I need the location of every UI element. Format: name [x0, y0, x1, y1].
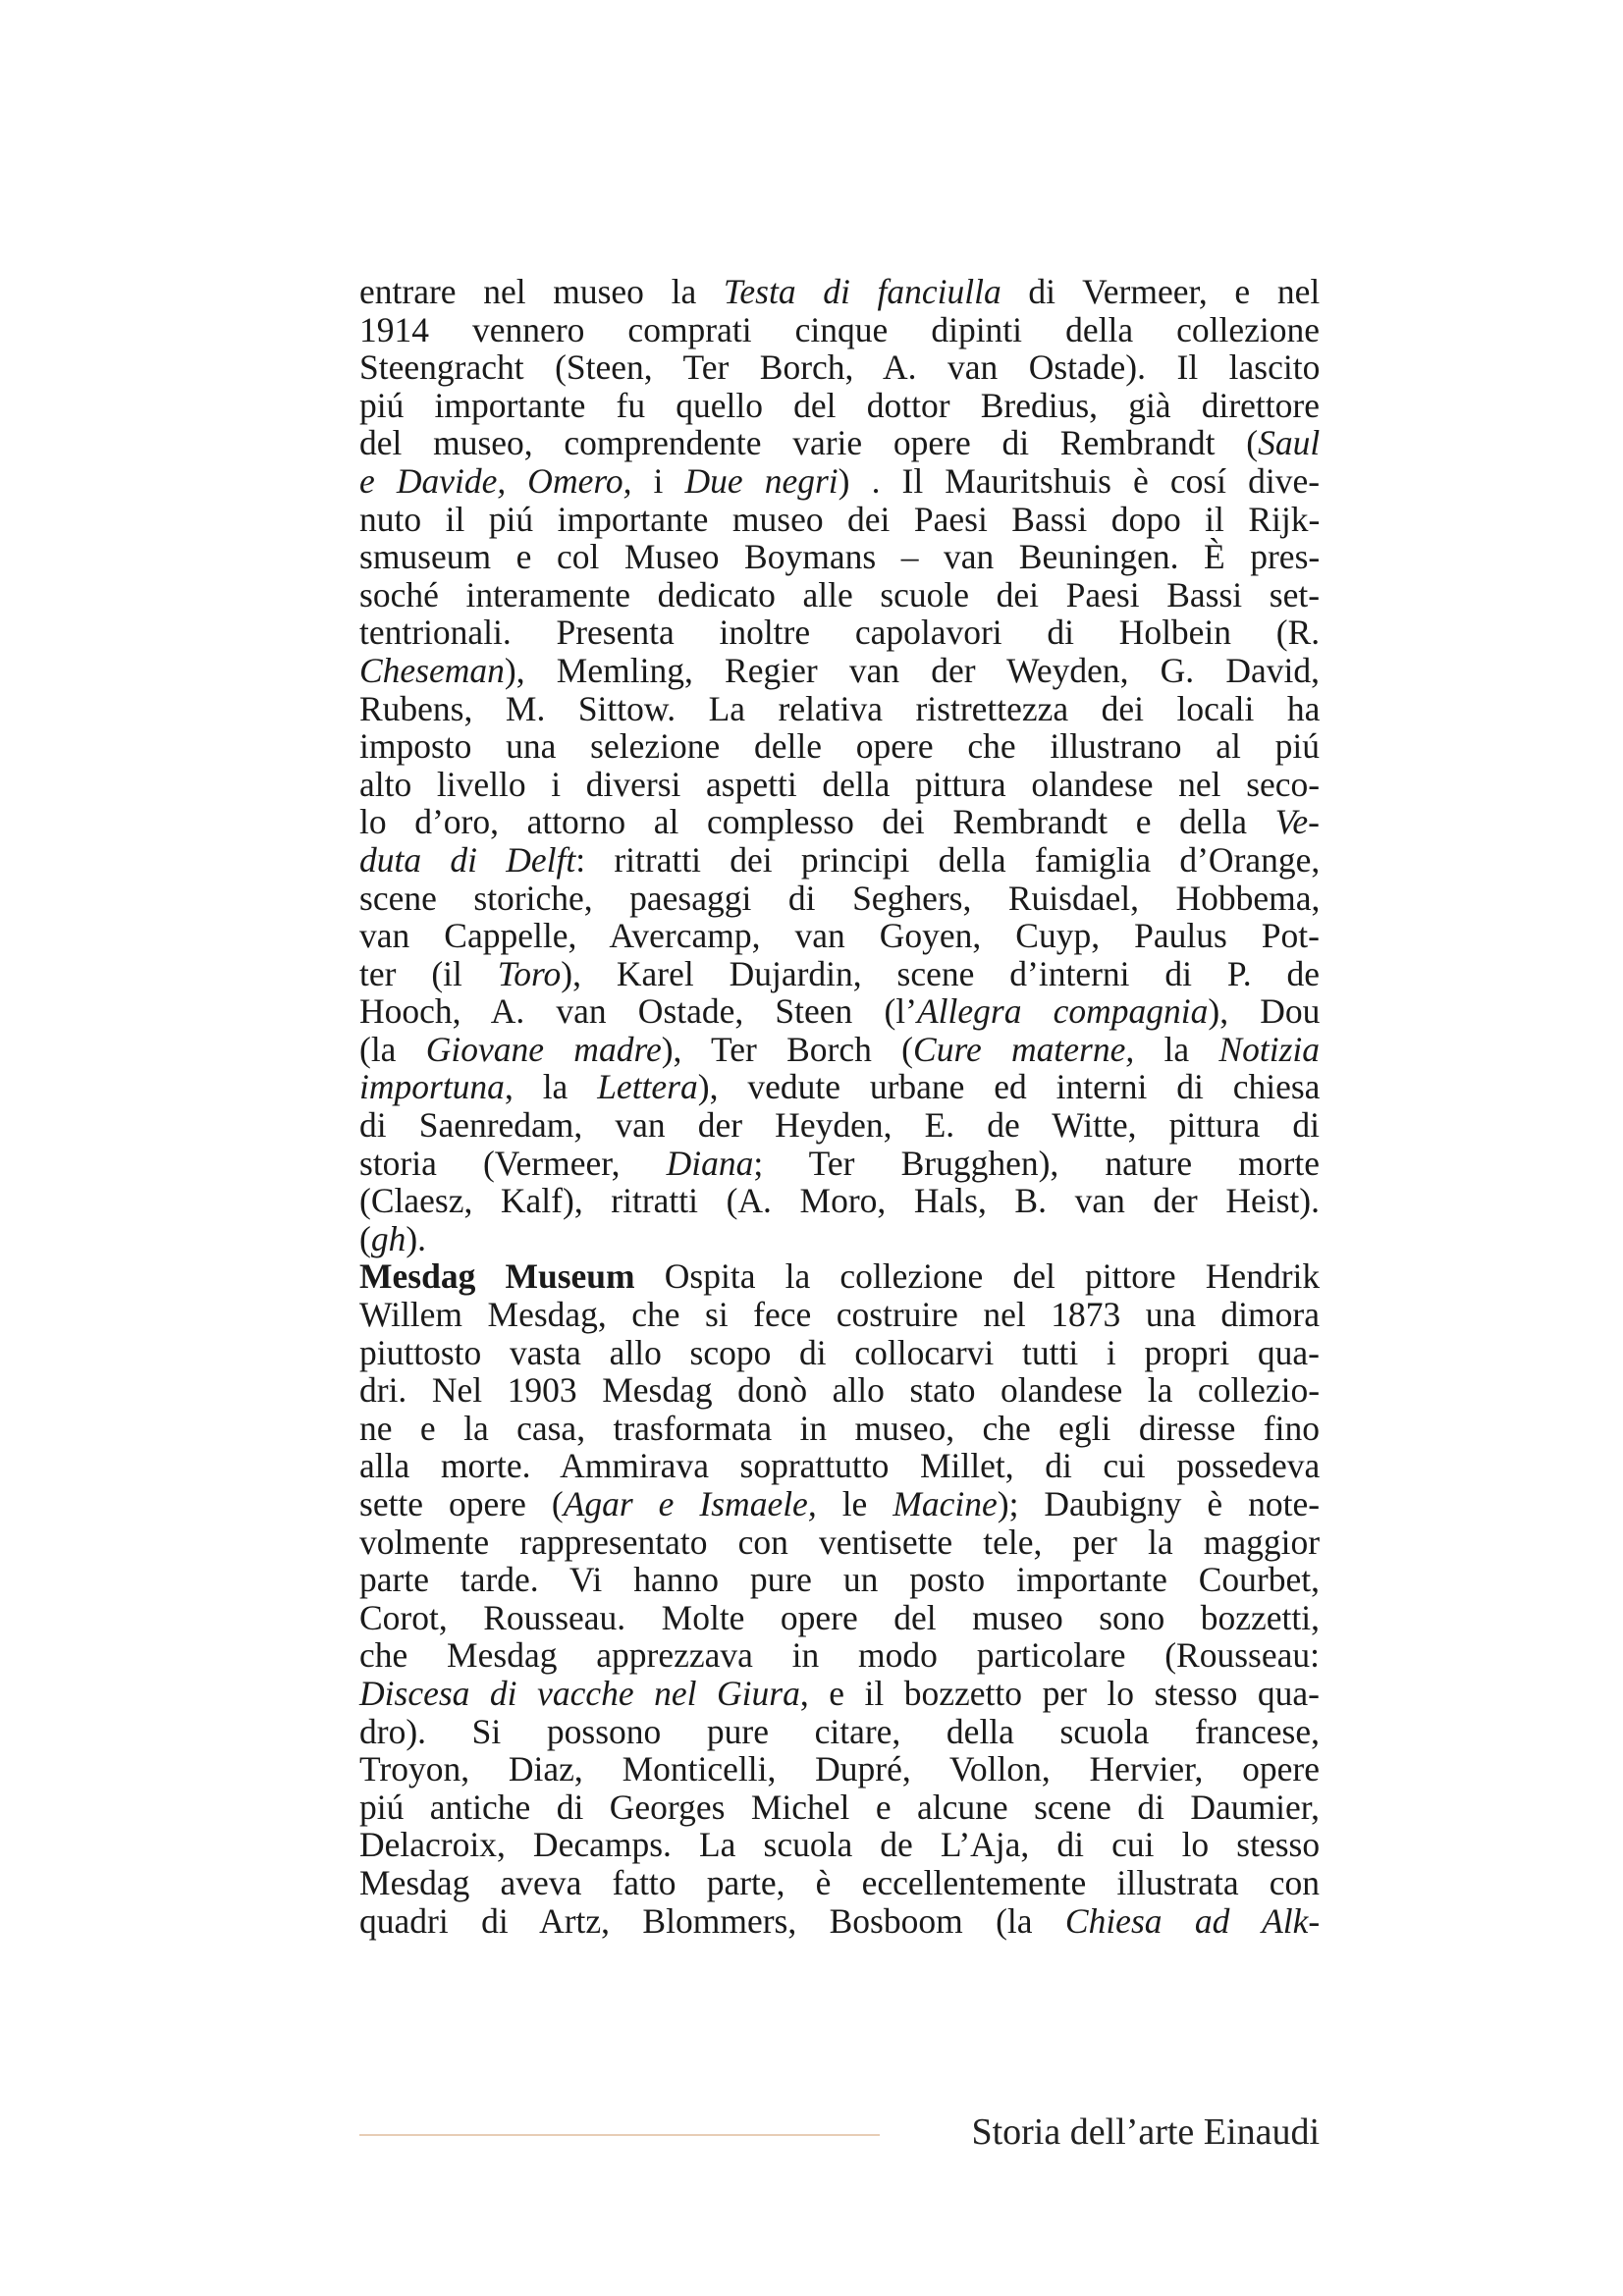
text-line: Willem Mesdag, che si fece costruire nel 1873 una dimora: [359, 1295, 1320, 1335]
text-line: tentrionali. Presenta inoltre capolavori di Holbein (R.: [359, 613, 1321, 653]
text-line: Troyon, Diaz, Monticelli, Dupré, Vollon, Hervier, opere: [359, 1749, 1320, 1789]
text-line: lo d’oro, attorno al complesso dei Rembrandt e della Ve-: [359, 802, 1320, 842]
text-line: storia (Vermeer, Diana; Ter Brugghen), nature morte: [359, 1143, 1320, 1183]
text-line: e Davide, Omero, i Due negri) . Il Mauritshuis è cosí dive-: [359, 460, 1321, 501]
text-line: alto livello i diversi aspetti della pittura olandese nel seco-: [359, 764, 1321, 804]
text-line: Steengracht (Steen, Ter Borch, A. van Ostade). Il lascito: [359, 347, 1321, 388]
page-footer: [359, 2109, 1320, 2158]
footer-publication-title: Storia dell’arte Einaudi: [971, 2111, 1320, 2153]
paragraph-mauritshuis: [359, 273, 1320, 1257]
text-line: piú antiche di Georges Michel e alcune scene di Daumier,: [359, 1787, 1321, 1827]
text-line: Cheseman), Memling, Regier van der Weyden, G. David,: [359, 650, 1320, 690]
text-line: (gh).: [359, 1218, 427, 1258]
text-line: scene storiche, paesaggi di Seghers, Ruisdael, Hobbema,: [359, 878, 1321, 918]
text-line: Delacroix, Decamps. La scuola de L’Aja, di cui lo stesso: [359, 1825, 1321, 1865]
text-line: Discesa di vacche nel Giura, e il bozzetto per lo stesso qua-: [359, 1673, 1320, 1713]
text-line: Mesdag aveva fatto parte, è eccellentemente illustrata con: [359, 1862, 1321, 1902]
section-heading: Mesdag Museum: [359, 1256, 635, 1297]
text-line: duta di Delft: ritratti dei principi della famiglia d’Orange,: [359, 839, 1321, 880]
text-line: (la Giovane madre), Ter Borch (Cure materne, la Notizia: [359, 1029, 1321, 1069]
text-line: entrare nel museo la Testa di fanciulla di Vermeer, e nel: [359, 272, 1321, 311]
text-line: Hooch, A. van Ostade, Steen (l’Allegra compagnia), Dou: [359, 991, 1321, 1032]
text-line: parte tarde. Vi hanno pure un posto importante Courbet,: [359, 1560, 1320, 1600]
text-line: soché interamente dedicato alle scuole dei Paesi Bassi set-: [359, 574, 1321, 614]
text-line: Rubens, M. Sittow. La relativa ristrettezza dei locali ha: [359, 688, 1321, 728]
text-line: smuseum e col Museo Boymans – van Beuningen. È pres-: [359, 537, 1321, 577]
text-line: quadri di Artz, Blommers, Bosboom (la Chiesa ad Alk-: [359, 1900, 1321, 1941]
text-line: van Cappelle, Avercamp, van Goyen, Cuyp, Paulus Pot-: [359, 916, 1320, 956]
text-line: imposto una selezione delle opere che illustrano al piú: [359, 726, 1320, 767]
text-line: piuttosto vasta allo scopo di collocarvi tutti i propri qua-: [359, 1332, 1320, 1372]
text-line: Mesdag Museum Ospita la collezione del pittore Hendrik: [359, 1256, 1321, 1297]
text-line: che Mesdag apprezzava in modo particolare (Rousseau:: [359, 1635, 1320, 1676]
text-line: dro). Si possono pure citare, della scuola francese,: [359, 1711, 1320, 1751]
text-line: di Saenredam, van der Heyden, E. de Witte, pittura di: [359, 1105, 1320, 1146]
text-line: ne e la casa, trasformata in museo, che egli diresse fino: [359, 1408, 1320, 1448]
text-line: ter (il Toro), Karel Dujardin, scene d’interni di P. de: [359, 953, 1320, 993]
text-line: dri. Nel 1903 Mesdag donò allo stato olandese la collezio-: [359, 1370, 1321, 1411]
text-line: alla morte. Ammirava soprattutto Millet, di cui possedeva: [359, 1446, 1321, 1486]
text-line: importuna, la Lettera), vedute urbane ed interni di chiesa: [359, 1067, 1321, 1107]
text-line: del museo, comprendente varie opere di Rembrandt (Saul: [359, 423, 1321, 463]
text-line: Corot, Rousseau. Molte opere del museo sono bozzetti,: [359, 1597, 1320, 1637]
footer-rule: [359, 2134, 880, 2136]
text-line: volmente rappresentato con ventisette tele, per la maggior: [359, 1522, 1321, 1562]
text-line: 1914 vennero comprati cinque dipinti della collezione: [359, 309, 1320, 349]
text-line: nuto il piú importante museo dei Paesi Bassi dopo il Rijk-: [359, 499, 1321, 539]
paragraph-mesdag-museum: [359, 1257, 1320, 1940]
page-body: [359, 273, 1320, 1940]
text-line: piú importante fu quello del dottor Bredius, già direttore: [359, 385, 1320, 425]
text-line: (Claesz, Kalf), ritratti (A. Moro, Hals, B. van der Heist).: [359, 1181, 1320, 1221]
text-line: sette opere (Agar e Ismaele, le Macine); Daubigny è note-: [359, 1484, 1321, 1523]
